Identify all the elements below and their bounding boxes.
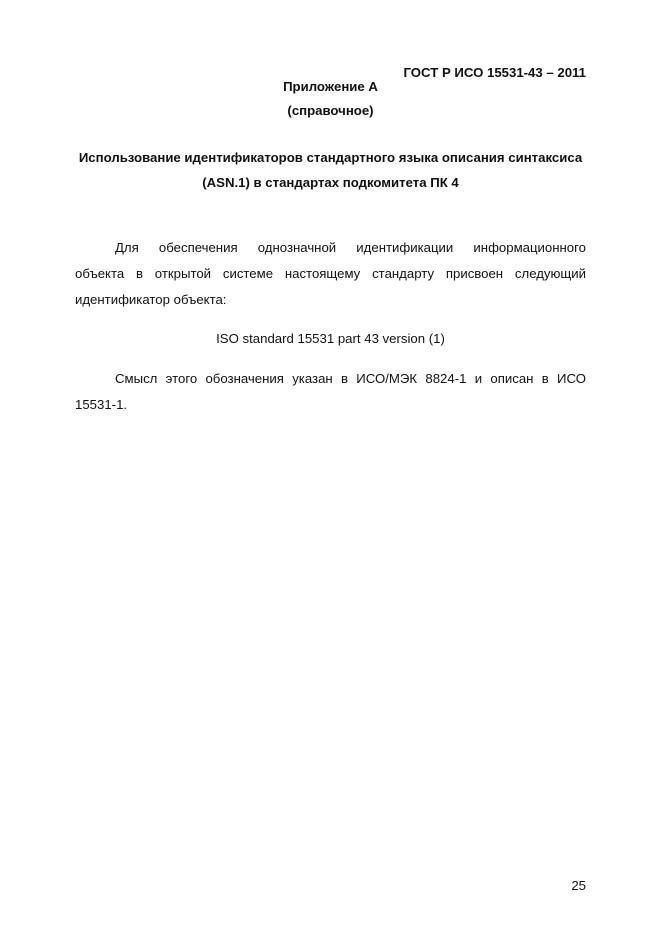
paragraph-2-line-1: Смысл этого обозначения указан в ИСО/МЭК 8824-1 и описан в ИСО	[115, 371, 586, 386]
page-number: 25	[571, 878, 586, 893]
appendix-type: (справочное)	[287, 103, 374, 118]
document-code-header: ГОСТ Р ИСО 15531-43 – 2011	[403, 65, 586, 80]
object-identifier: ISO standard 15531 part 43 version (1)	[216, 331, 445, 346]
appendix-title: Приложение А	[283, 79, 378, 94]
paragraph-2-line-2: 15531-1.	[75, 397, 128, 412]
paragraph-1-line-2: объекта в открытой системе настоящему стандарту присвоен следующий	[75, 266, 586, 281]
section-title-line-1: Использование идентификаторов стандартного языка описания синтаксиса	[78, 150, 583, 165]
paragraph-1-line-3: идентификатор объекта:	[75, 292, 227, 307]
section-title-line-2: (ASN.1) в стандартах подкомитета ПК 4	[202, 175, 459, 190]
paragraph-1-line-1: Для обеспечения однозначной идентификации информационного	[115, 240, 586, 255]
